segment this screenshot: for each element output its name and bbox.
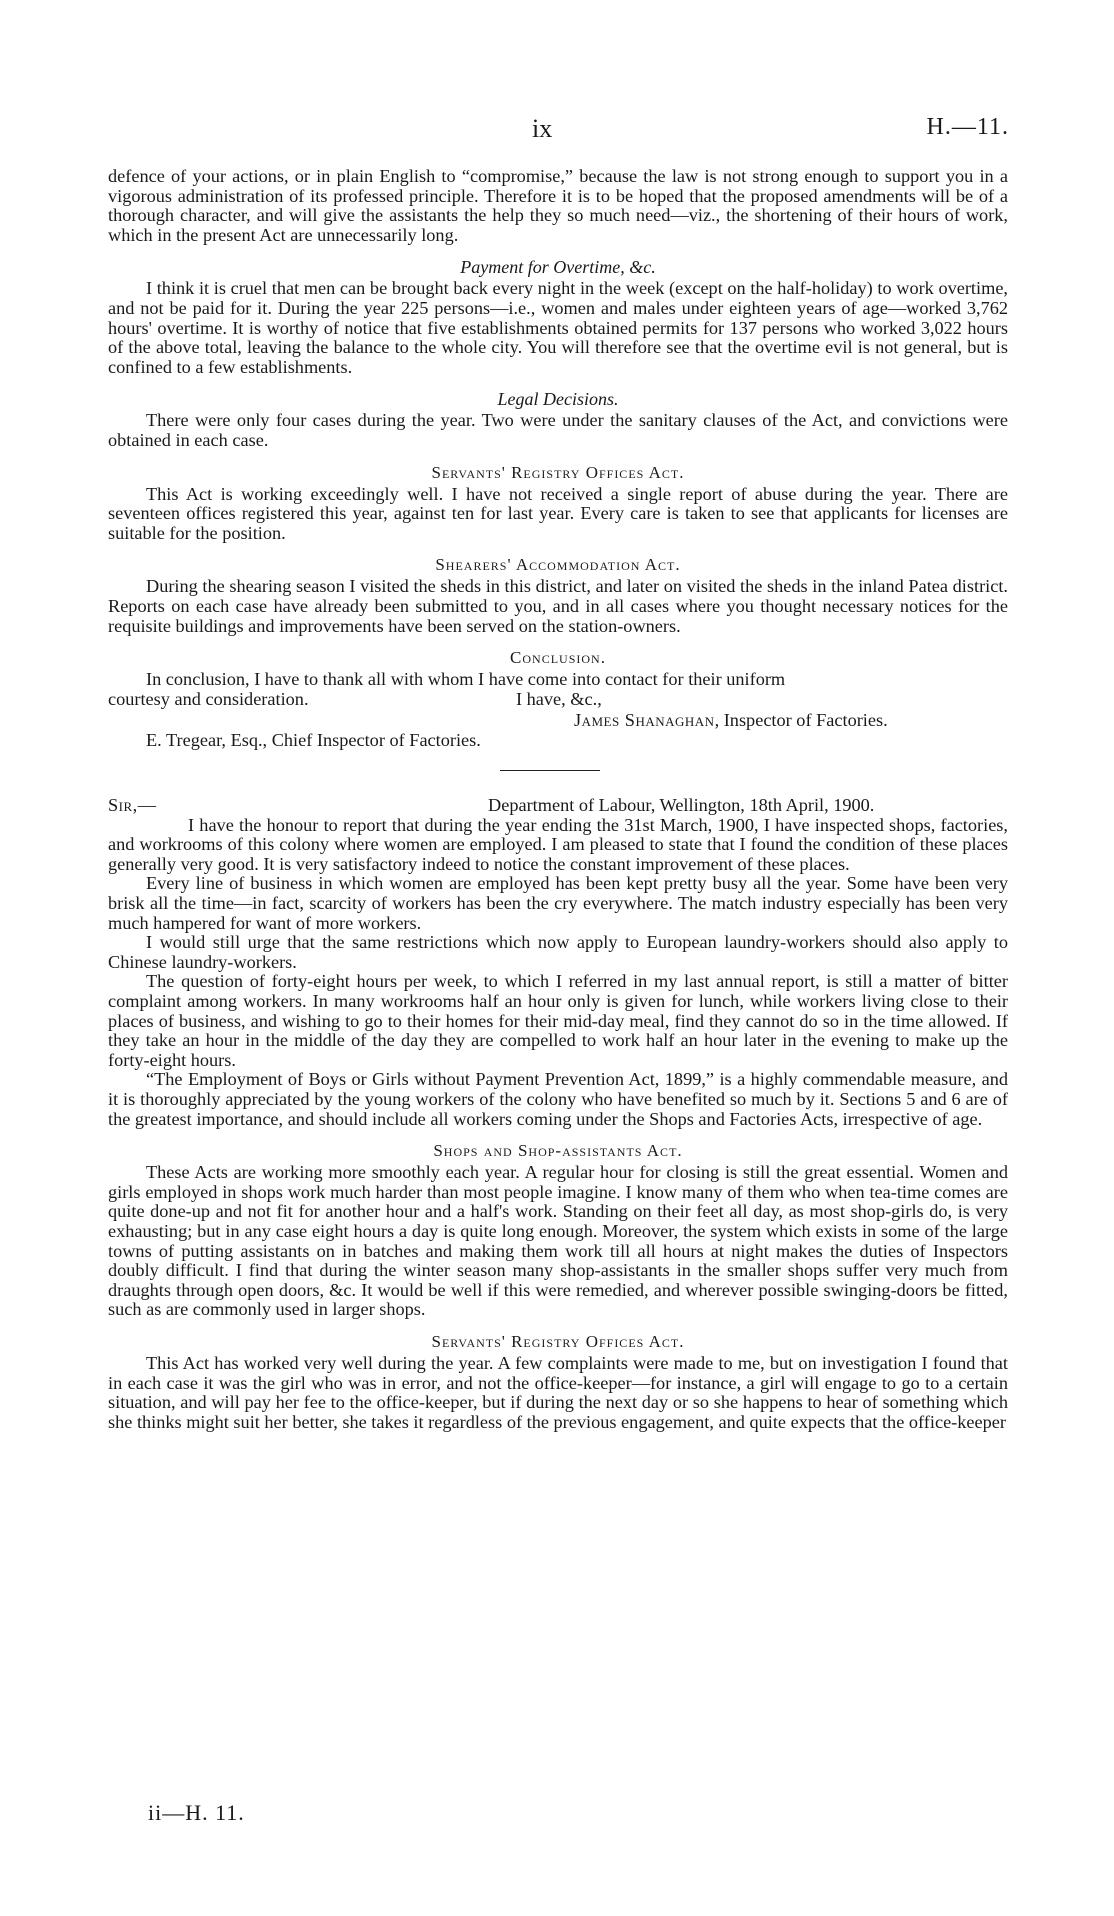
signatory-title: , Inspector of Factories. [714, 709, 888, 730]
legal-decisions-paragraph: There were only four cases during the year. Two were under the sanitary clauses of the Act, and convictions were obtained in each case. [108, 410, 1008, 450]
salutation: Sir,— [108, 794, 157, 815]
addressee: E. Tregear, Esq., Chief Inspector of Factories. [146, 729, 481, 750]
letter-salutation-line [108, 795, 1008, 815]
shearers-paragraph: During the shearing season I visited the sheds in this district, and later on visited the sheds in the inland Patea district. Reports on each case have already been submitted to you, and in all cases where you thought necessary notices for the requisite buildings and improvements have been served on the station-owners. [108, 576, 1008, 636]
letter-paragraph-4: The question of forty-eight hours per week, to which I referred in my last annual report, is still a matter of bitter complaint among workers. In many workrooms half an hour only is given for lunch, while workers living close to their places of business, and wishing to go to their homes for their mid-day meal, find they cannot do so in the time allowed. If they take an hour in the middle of the day they are compelled to work half an hour later in the evening to make up the forty-eight hours. [108, 971, 1008, 1070]
document-body [108, 167, 1008, 1432]
letter-paragraph-5: “The Employment of Boys or Girls without Payment Prevention Act, 1899,” is a highly commendable measure, and it is thoroughly appreciated by the young workers of the colony who have benefited so much by it. Sections 5 and 6 are of the greatest importance, and should include all workers coming under the Shops and Factories Acts, irrespective of age. [108, 1069, 1008, 1129]
overtime-paragraph: I think it is cruel that men can be brought back every night in the week (except on the half-holiday) to work overtime, and not be paid for it. During the year 225 persons—i.e., women and males under eighteen years of age—worked 3,762 hours' overtime. It is worthy of notice that five establishments obtained permits for 137 persons who worked 3,022 hours of the above total, leaving the balance to the whole city. You will therefore see that the overtime evil is not general, but is confined to a few establishments. [108, 278, 1008, 377]
registry-offices-heading: Servants' Registry Offices Act. [431, 462, 685, 482]
letter-paragraph-3: I would still urge that the same restrictions which now apply to European laundry-workers should also apply to Chinese laundry-workers. [108, 932, 1008, 972]
signature-line [108, 710, 1008, 730]
legal-decisions-heading: Legal Decisions. [497, 389, 619, 410]
shops-heading: Shops and Shop-assistants Act. [433, 1141, 683, 1161]
registry-offices-heading-2: Servants' Registry Offices Act. [431, 1331, 685, 1351]
shops-paragraph: These Acts are working more smoothly each year. A regular hour for closing is still the great essential. Women and girls employed in shops work much harder than most people imagine. I know many of them who when tea-time comes are quite done-up and not fit for another hour and a half's work. Standing on their feet all day, as most shop-girls do, is very exhausting; but in any case eight hours a day is quite long enough. Moreover, the system which exists in some of the large towns of putting assistants on in batches and making them work till all hours at night makes the duties of Inspectors doubly difficult. I find that during the winter season many shop-assistants in the smaller shops suffer very much from draughts through open doors, &c. It would be well if this were remedied, and wherever possible swinging-doors be fitted, such as are commonly used in larger shops. [108, 1162, 1008, 1320]
overtime-heading: Payment for Overtime, &c. [460, 257, 656, 278]
conclusion-heading: Conclusion. [510, 648, 606, 668]
letter-paragraph-1: I have the honour to report that during the year ending the 31st March, 1900, I have inspected shops, factories, and workrooms of this colony where women are employed. I am pleased to state that I found the condition of these places generally very good. It is very satisfactory indeed to notice the constant improvement of these places. [108, 814, 1008, 874]
closing-line [108, 690, 1008, 710]
registry-offices-paragraph: This Act is working exceedingly well. I have not received a single report of abuse during the year. There are seventeen offices registered this year, against ten for last year. Every care is taken to see that applicants for licenses are suitable for the position. [108, 483, 1008, 543]
page-header [0, 114, 1114, 150]
continuation-paragraph: defence of your actions, or in plain English to “compromise,” because the law is not strong enough to support you in a vigorous administration of its professed principle. Therefore it is to be hoped that the proposed amendments will be of a thorough character, and will give the assistants the help they so much need—viz., the shortening of their hours of work, which in the present Act are unnecessarily long. [108, 166, 1008, 245]
section-divider [500, 770, 600, 771]
letter-paragraph-2: Every line of business in which women are employed has been kept pretty busy all the year. Some have been very brisk all the time—in fact, scarcity of workers has been the cry everywhere. The match industry especially has been very much hampered for want of more workers. [108, 873, 1008, 933]
dateline: Department of Labour, Wellington, 18th April, 1900. [488, 794, 875, 815]
closing-courtesy: courtesy and consideration. [108, 688, 309, 709]
shearers-heading: Shearers' Accommodation Act. [435, 555, 681, 575]
signature-mark: ii—H. 11. [148, 1800, 245, 1825]
closing-formula: I have, &c., [516, 688, 602, 709]
registry-offices-paragraph-2: This Act has worked very well during the year. A few complaints were made to me, but on investigation I found that in each case it was the girl who was in error, and not the office-keeper—for instance, a girl will engage to go to a certain situation, and will pay her fee to the office-keeper, but if during the next day or so she happens to hear of something which she thinks might suit her better, she takes it regardless of the previous engagement, and quite expects that the office-keeper [108, 1352, 1008, 1432]
conclusion-paragraph: In conclusion, I have to thank all with whom I have come into contact for their uniform [146, 669, 786, 690]
document-reference: H.—11. [926, 114, 1009, 140]
signatory-name: James Shanaghan [574, 709, 715, 730]
page-number: ix [532, 114, 553, 143]
